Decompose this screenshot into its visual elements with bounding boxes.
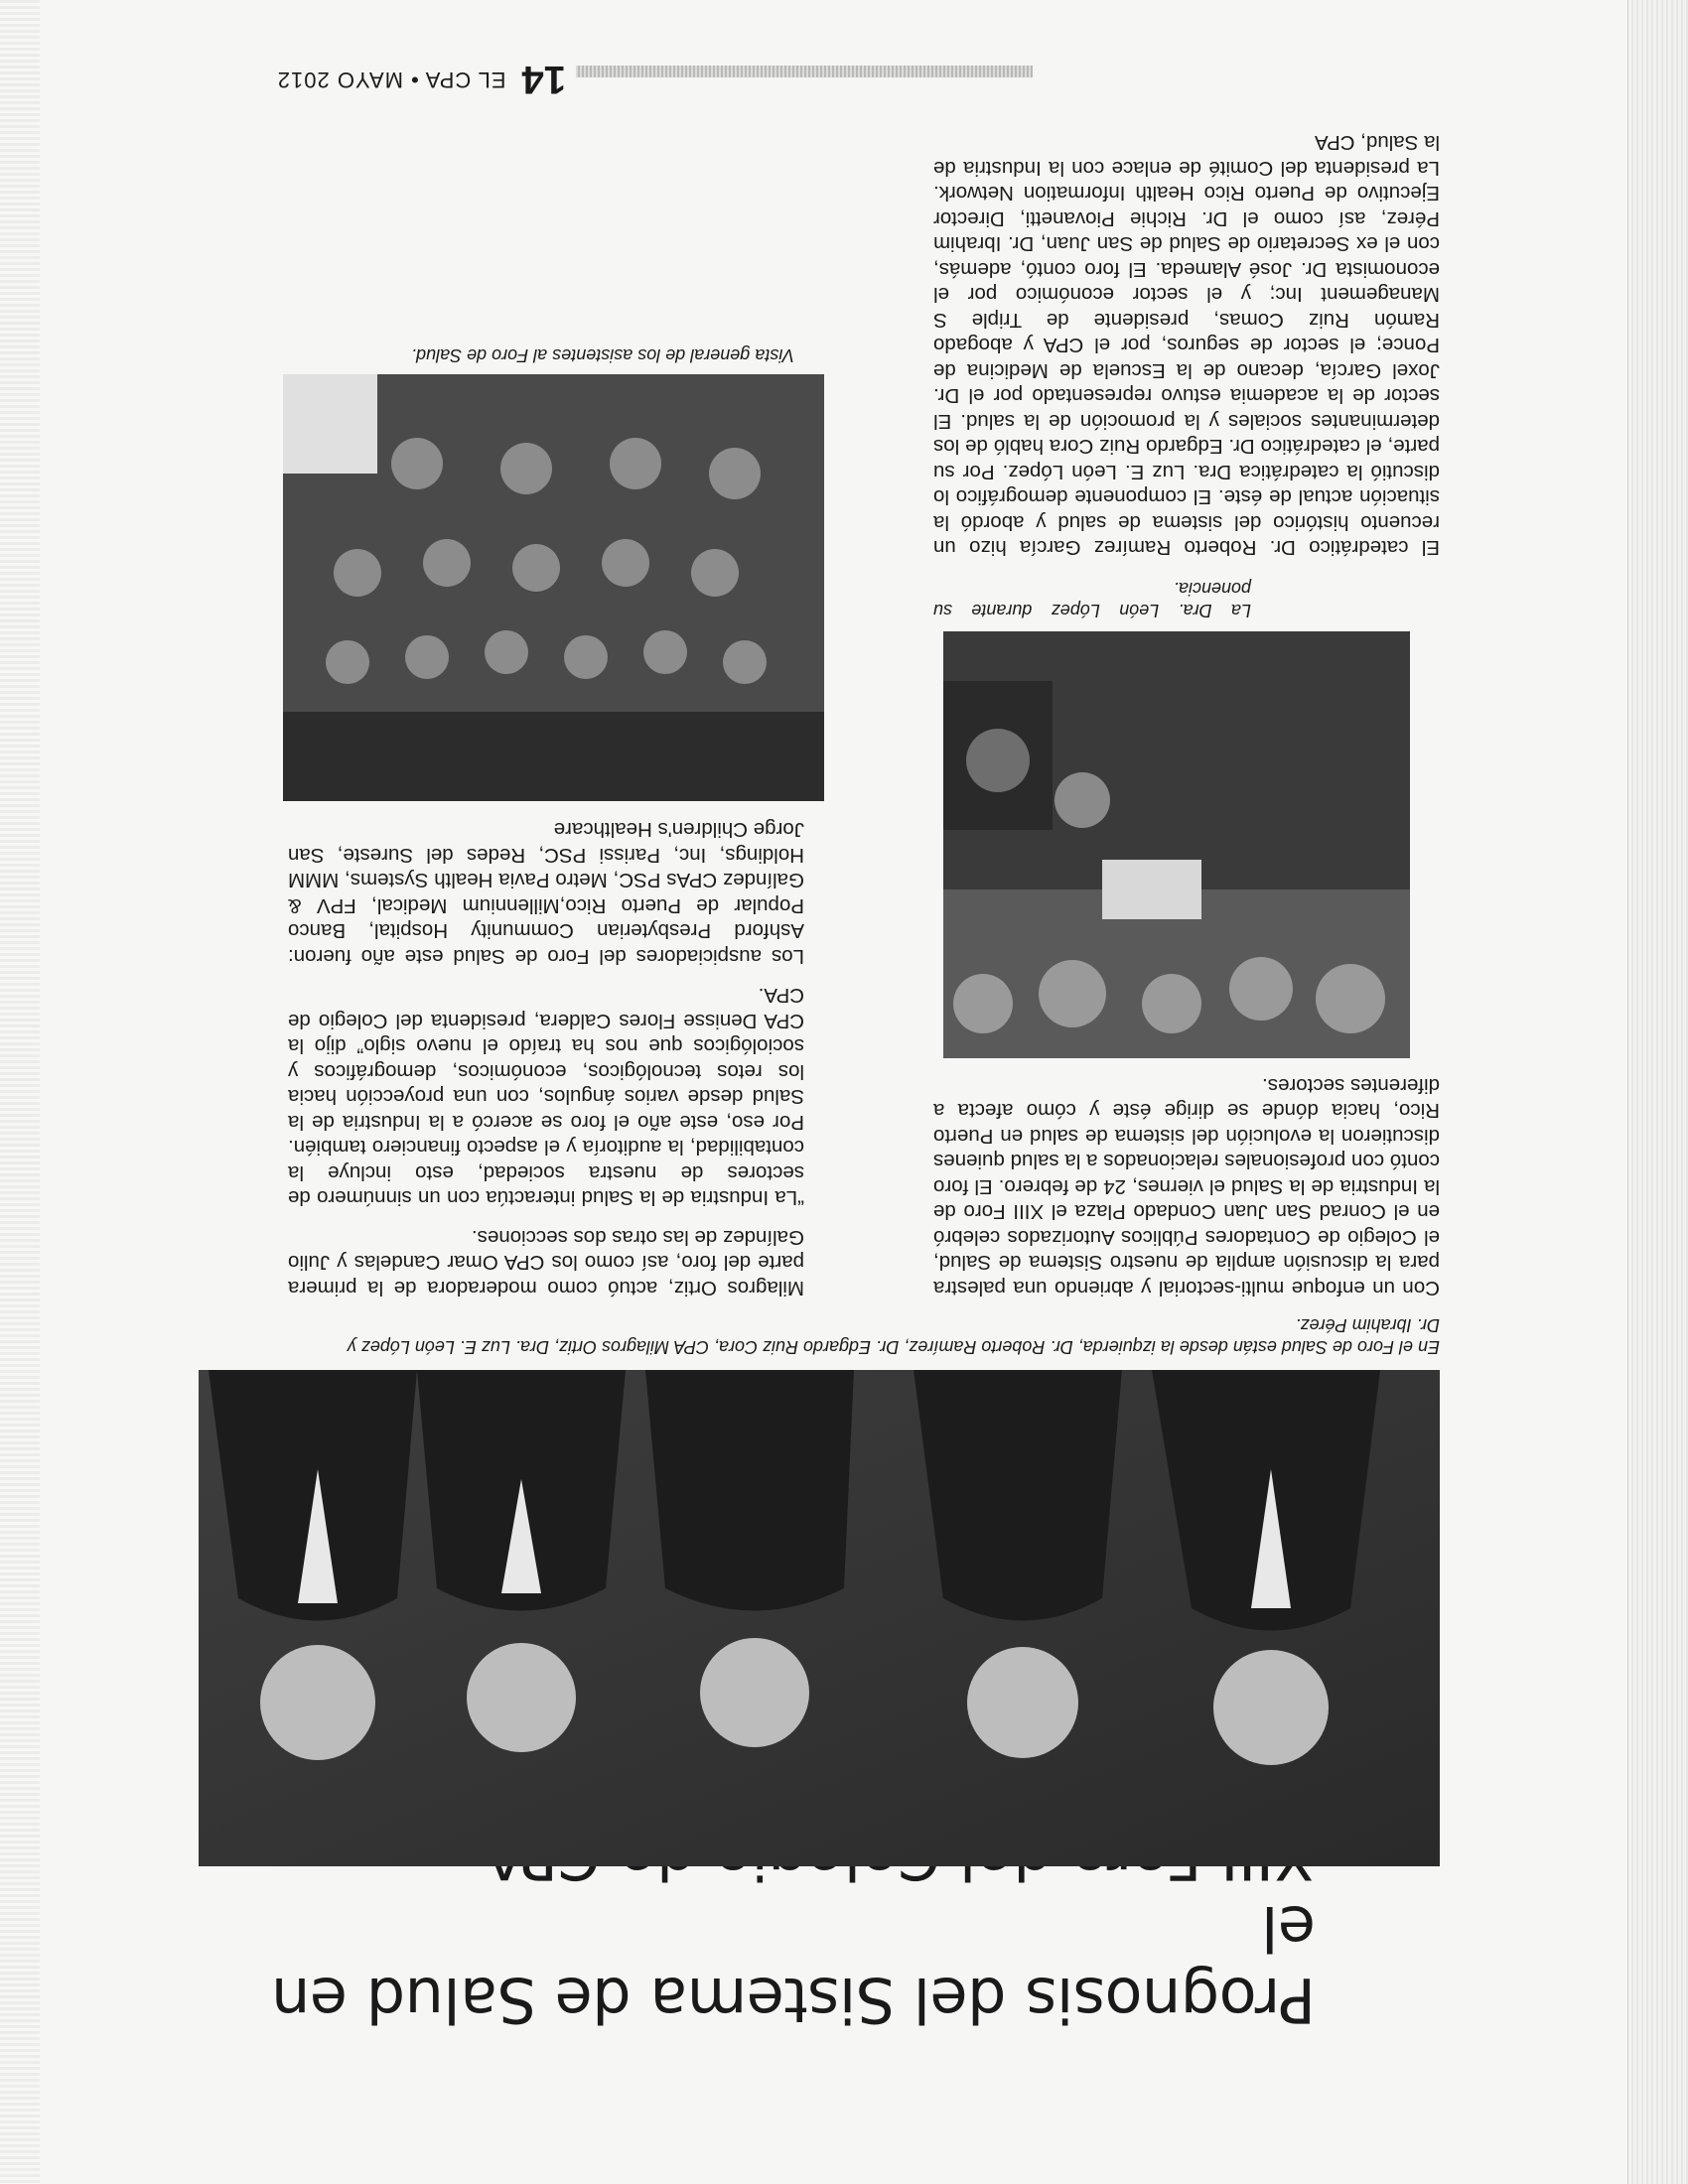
page-edge <box>0 0 40 2184</box>
title-line-1: Prognosis del Sistema de Salud en el <box>271 1892 1316 2036</box>
body-paragraph: Los auspiciadores del Foro de Salud este año fueron: Ashford Presbyterian Community Hospital, Banco Popular de Puerto Rico,Millennium Medical, FPV & Galíndez CPAs PSC, Metro Pavia Health Systems, MMM Holdings, Inc, Parissi PSC, Redes del Sureste, San Jorge Children's Healthcare <box>288 818 804 968</box>
speaker-photo <box>943 632 1410 1059</box>
body-column-right <box>288 344 804 1300</box>
body-paragraph: Con un enfoque multi-sectorial y abriendo una palestra para la discusión amplia de nuestro Sistema de Salud, el Colegio de Contadores Públicos Autorizados celebró en el Conrad San Juan Condado Plaza el XIII Foro de la Industria de la Salud el viernes, 24 de febrero. El foro contó con profesionales relacionados a la salud quienes discutieron la evolución del sistema de salud en Puerto Rico, hacia dónde se dirige éste y cómo afecta a diferentes sectores. <box>933 1074 1440 1299</box>
page-folio <box>70 58 566 102</box>
audience-photo-caption: Vista general de los asistentes al Foro de Salud. <box>411 345 794 365</box>
group-photo-caption: En el Foro de Salud están desde la izquierda, Dr. Roberto Ramírez, Dr. Edgardo Ruiz Cora, CPA Milagros Ortiz, Dra. Luz E. León López y Dr. Ibrahim Pérez. <box>347 1315 1440 1357</box>
audience-photo <box>283 374 824 801</box>
body-paragraph: Milagros Ortiz, actuó como moderadora de la primera parte del foro, así como los CPA Omar Candelas y Julio Galíndez de las otras dos secciones. <box>288 1226 804 1299</box>
body-paragraph: “La Industria de la Salud interactúa con un sinnúmero de sectores de nuestra sociedad, esto incluye la contabilidad, la auditoría y el aspecto financiero también. Por eso, este año el foro se acercó a la Industria de la Salud desde varios ángulos, con una proyección hacia los retos tecnológicos, económicos, demográficos y sociológicos que nos ha traído el nuevo siglo” dijo la CPA Denisse Flores Caldera, presidenta del Colegio de CPA. <box>288 984 804 1210</box>
body-column-left <box>933 116 1440 1300</box>
body-paragraph: El catedrático Dr. Roberto Ramírez García hizo un recuento histórico del sistema de salud y abordó la situación actual de éste. El componente demográfico lo discutió la catedrática Dra. Luz E. León López. Por su parte, el catedrático Dr. Edgardo Ruiz Cora habló de los determinantes sociales y la promoción de la salud. El sector de la academia estuvo representado por el Dr. Joxel García, decano de la Escuela de Medicina de Ponce; el sector de seguros, por el CPA y abogado Ramón Ruiz Comas, presidente de Triple S Management Inc; y el sector económico por el economista Dr. José Alameda. El foro contó, además, con el ex Secretario de Salud de San Juan, Dr. Ibrahim Pérez, así como el Dr. Richie Piovanetti, Director Ejecutivo de Puerto Rico Health Information Network. La presidenta del Comité de enlace con la Industria de la Salud, CPA <box>933 131 1440 560</box>
binding-edge <box>1627 0 1688 2184</box>
magazine-issue: EL CPA • MAYO 2012 <box>276 68 506 92</box>
group-photo <box>199 1370 1440 1866</box>
page-number: 14 <box>521 58 566 102</box>
speaker-photo-caption: La Dra. León López durante su ponencia. <box>933 579 1251 621</box>
folio-rule <box>576 66 1033 77</box>
